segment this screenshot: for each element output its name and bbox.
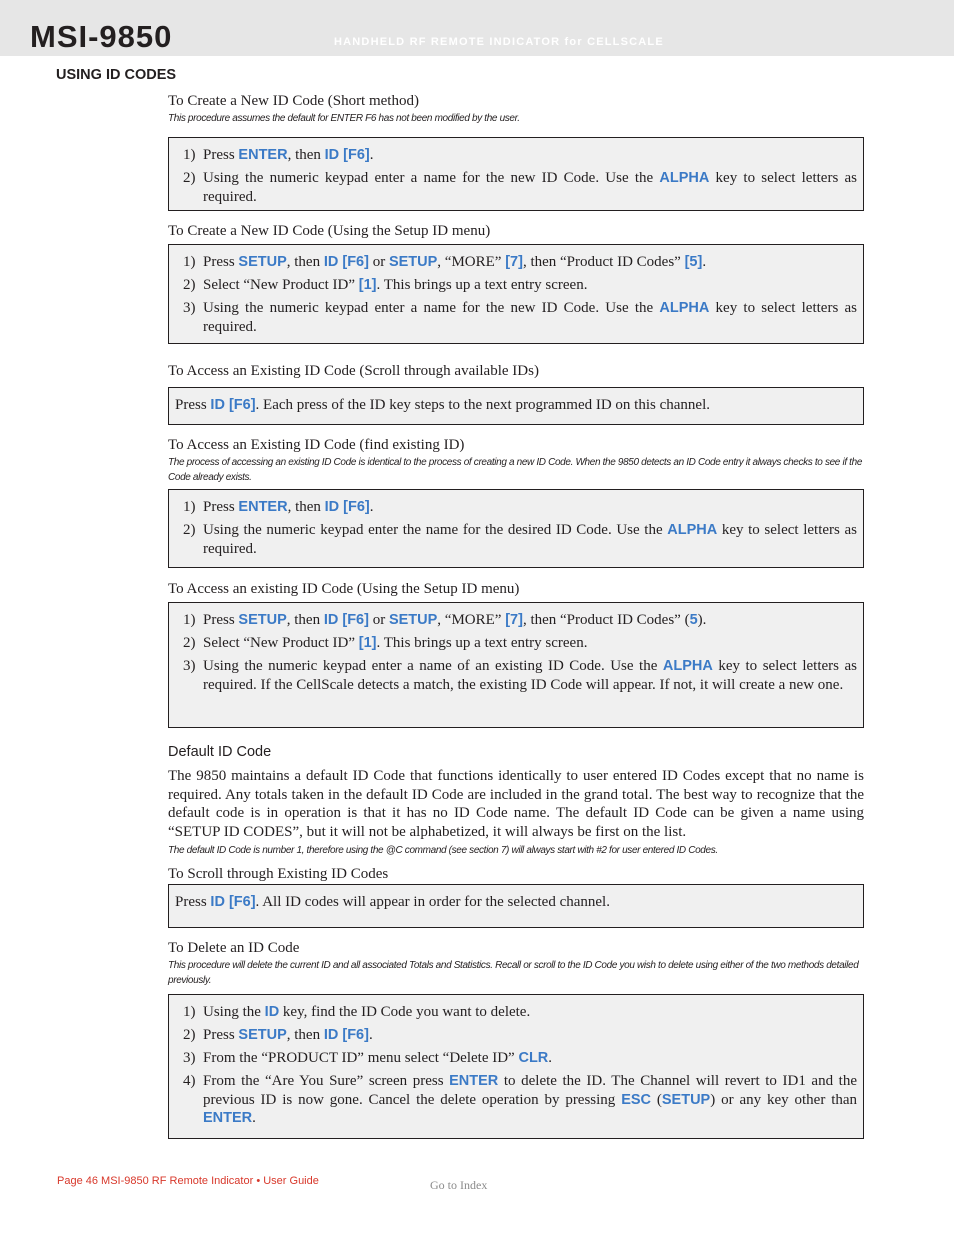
step-text: key to select letters as required. If the CellScale detects a match, the existing ID Code will appear. If not, it will create a new one. bbox=[203, 658, 857, 693]
step-text: or bbox=[368, 254, 389, 270]
step-text: From the “Are You Sure” screen press bbox=[203, 1073, 450, 1089]
step-number: 2) bbox=[183, 635, 196, 651]
step-number: 4) bbox=[183, 1073, 196, 1089]
key-enter: ENTER bbox=[203, 1110, 253, 1126]
step-item bbox=[183, 611, 857, 630]
find-existing-steps-box bbox=[168, 489, 864, 568]
key-enter: ENTER bbox=[449, 1073, 499, 1089]
create-short-steps bbox=[169, 138, 863, 206]
step-number: 3) bbox=[183, 658, 196, 674]
default-id-paragraph: The 9850 maintains a default ID Code that functions identically to user entered ID Codes except that no name is required. Any totals taken in the default ID Code are included in the grand total. The best way to recognize that the default code is in operation is that it has no ID Code name. The default ID Code can be given a name using “SETUP ID CODES”, but it will not be alphabetized, it will always be first on the list. bbox=[168, 768, 864, 840]
step-text: Press bbox=[175, 894, 211, 910]
step-text: . This brings up a text entry screen. bbox=[376, 277, 588, 293]
step-text: From the “PRODUCT ID” menu select “Delete ID” bbox=[203, 1050, 519, 1066]
key-setup: SETUP bbox=[238, 254, 287, 270]
delete-id-note: This procedure will delete the current ID and all associated Totals and Statistics. Recall or scroll to the ID Code you wish to delete using either of the two methods detailed previously. bbox=[168, 960, 859, 986]
key-id-f6: ID [F6] bbox=[323, 612, 369, 628]
section-title: USING ID CODES bbox=[56, 67, 177, 83]
step-text: Press bbox=[203, 254, 239, 270]
key-7: [7] bbox=[505, 612, 523, 628]
default-id-heading: Default ID Code bbox=[168, 744, 272, 760]
header-subtitle: HANDHELD RF REMOTE INDICATOR for CELLSCALE bbox=[334, 36, 664, 48]
step-item bbox=[183, 657, 857, 694]
delete-id-heading-block bbox=[168, 939, 864, 988]
step-text: , then bbox=[287, 499, 325, 515]
step-item bbox=[183, 299, 857, 336]
step-item bbox=[183, 169, 857, 206]
step-text: Press bbox=[203, 612, 239, 628]
delete-id-steps-box bbox=[168, 994, 864, 1139]
key-clr: CLR bbox=[518, 1050, 549, 1066]
create-short-heading-block bbox=[168, 92, 864, 126]
step-text: . bbox=[548, 1050, 553, 1066]
step-text: key to select letters as required. bbox=[203, 300, 857, 335]
access-setup-steps bbox=[169, 603, 863, 694]
key-esc: ESC bbox=[621, 1091, 652, 1108]
create-setup-heading: To Create a New ID Code (Using the Setup ID menu) bbox=[168, 223, 491, 239]
step-number: 1) bbox=[183, 147, 196, 163]
key-enter: ENTER bbox=[238, 499, 288, 515]
key-1: [1] bbox=[358, 277, 377, 293]
key-1: [1] bbox=[358, 635, 377, 651]
step-text: key, find the ID Code you want to delete. bbox=[279, 1004, 531, 1020]
step-text: Using the numeric keypad enter a name for the new ID Code. Use the bbox=[203, 170, 660, 186]
delete-id-heading: To Delete an ID Code bbox=[168, 940, 300, 956]
step-item bbox=[183, 276, 857, 295]
step-item bbox=[183, 1049, 857, 1068]
step-text: . bbox=[369, 499, 374, 515]
step-text: ) or any key other than bbox=[710, 1091, 858, 1108]
step-text: , then bbox=[287, 147, 325, 163]
step-text: Select “New Product ID” bbox=[203, 635, 359, 651]
step-text: Using the bbox=[203, 1004, 265, 1020]
step-number: 3) bbox=[183, 300, 196, 316]
step-text: , then “Product ID Codes” bbox=[522, 254, 685, 270]
step-item bbox=[183, 146, 857, 165]
key-7: [7] bbox=[505, 254, 523, 270]
key-setup: SETUP bbox=[238, 612, 287, 628]
step-text: , then bbox=[286, 254, 324, 270]
step-number: 2) bbox=[183, 1027, 196, 1043]
step-number: 1) bbox=[183, 499, 196, 515]
step-text: , then “Product ID Codes” ( bbox=[522, 612, 690, 628]
step-number: 2) bbox=[183, 522, 196, 538]
step-item bbox=[183, 1072, 857, 1128]
create-short-heading: To Create a New ID Code (Short method) bbox=[168, 93, 419, 109]
step-text: . All ID codes will appear in order for the selected channel. bbox=[255, 894, 610, 910]
step-text: or bbox=[368, 612, 389, 628]
step-text: ( bbox=[651, 1091, 662, 1108]
step-text: Using the numeric keypad enter a name of an existing ID Code. Use the bbox=[203, 658, 663, 674]
create-setup-steps-box bbox=[168, 244, 864, 344]
create-short-note: This procedure assumes the default for ENTER F6 has not been modified by the user. bbox=[168, 113, 520, 124]
step-text: Using the numeric keypad enter the name for the desired ID Code. Use the bbox=[203, 522, 668, 538]
step-text: key to select letters as required. bbox=[203, 170, 857, 205]
key-setup: SETUP bbox=[238, 1027, 287, 1043]
key-id-f6: ID [F6] bbox=[210, 397, 256, 413]
find-existing-heading-block bbox=[168, 436, 864, 485]
create-short-steps-box bbox=[168, 137, 864, 211]
key-id-f6: ID [F6] bbox=[323, 254, 369, 270]
key-alpha: ALPHA bbox=[659, 300, 710, 316]
step-text: to delete the ID. The Channel will revert to ID1 and the previous ID is now gone. Cancel the delete operation by pressing bbox=[203, 1073, 857, 1108]
key-id-f6: ID [F6] bbox=[324, 499, 370, 515]
step-item bbox=[183, 634, 857, 653]
scroll-ids-heading: To Access an Existing ID Code (Scroll through available IDs) bbox=[168, 363, 539, 379]
page-footer: Page 46 MSI-9850 RF Remote Indicator • User Guide bbox=[57, 1175, 319, 1187]
key-alpha: ALPHA bbox=[662, 658, 713, 674]
scroll-ids-box bbox=[168, 387, 864, 425]
default-id-block bbox=[168, 743, 864, 858]
delete-id-steps bbox=[169, 995, 863, 1128]
step-text: key to select letters as required. bbox=[203, 522, 857, 557]
key-id-f6: ID [F6] bbox=[323, 1027, 369, 1043]
step-text: Press bbox=[203, 499, 239, 515]
step-number: 1) bbox=[183, 254, 196, 270]
step-text: Press bbox=[203, 147, 239, 163]
key-alpha: ALPHA bbox=[659, 170, 710, 186]
access-setup-heading-block bbox=[168, 580, 864, 599]
scroll-existing-text bbox=[169, 885, 863, 912]
step-text: Press bbox=[175, 397, 211, 413]
create-setup-heading-block bbox=[168, 222, 864, 241]
step-text: . This brings up a text entry screen. bbox=[376, 635, 588, 651]
scroll-existing-heading-block bbox=[168, 865, 864, 884]
create-setup-steps bbox=[169, 245, 863, 336]
step-number: 2) bbox=[183, 277, 196, 293]
step-text: . Each press of the ID key steps to the next programmed ID on this channel. bbox=[255, 397, 710, 413]
key-5: 5 bbox=[689, 612, 698, 628]
key-alpha: ALPHA bbox=[667, 522, 718, 538]
step-text: . bbox=[702, 254, 707, 270]
step-text: , “MORE” bbox=[437, 254, 506, 270]
access-setup-heading: To Access an existing ID Code (Using the Setup ID menu) bbox=[168, 581, 520, 597]
scroll-ids-heading-block bbox=[168, 362, 864, 381]
key-id-f6: ID [F6] bbox=[324, 147, 370, 163]
step-number: 2) bbox=[183, 170, 196, 186]
step-text: . bbox=[368, 1027, 373, 1043]
key-enter: ENTER bbox=[238, 147, 288, 163]
step-item bbox=[183, 498, 857, 517]
key-setup: SETUP bbox=[661, 1091, 711, 1108]
step-text: . bbox=[369, 147, 374, 163]
step-text: Using the numeric keypad enter a name for the new ID Code. Use the bbox=[203, 300, 660, 316]
step-number: 3) bbox=[183, 1050, 196, 1066]
key-id-f6: ID [F6] bbox=[210, 894, 256, 910]
scroll-ids-text bbox=[169, 388, 863, 415]
access-setup-steps-box bbox=[168, 602, 864, 728]
step-text: , “MORE” bbox=[437, 612, 506, 628]
find-existing-heading: To Access an Existing ID Code (find existing ID) bbox=[168, 437, 465, 453]
key-5: [5] bbox=[684, 254, 703, 270]
scroll-existing-box bbox=[168, 884, 864, 928]
key-setup: SETUP bbox=[388, 254, 438, 270]
key-setup: SETUP bbox=[388, 612, 438, 628]
step-text: , then bbox=[286, 1027, 324, 1043]
find-existing-steps bbox=[169, 490, 863, 558]
go-to-index-link[interactable]: Go to Index bbox=[430, 1178, 488, 1192]
step-text: , then bbox=[286, 612, 324, 628]
step-item bbox=[183, 253, 857, 272]
product-logo: MSI-9850 bbox=[30, 19, 173, 54]
step-item bbox=[183, 1003, 857, 1022]
find-existing-note: The process of accessing an existing ID Code is identical to the process of creating a new ID Code. When the 9850 detects an ID Code entry it always checks to see if the Code already exists. bbox=[168, 457, 863, 483]
step-text: . bbox=[252, 1110, 256, 1126]
step-number: 1) bbox=[183, 612, 196, 628]
step-item bbox=[183, 1026, 857, 1045]
step-item bbox=[183, 521, 857, 558]
key-id: ID bbox=[264, 1004, 280, 1020]
step-text: ). bbox=[697, 612, 707, 628]
step-number: 1) bbox=[183, 1004, 196, 1020]
step-text: Press bbox=[203, 1027, 239, 1043]
scroll-existing-heading: To Scroll through Existing ID Codes bbox=[168, 866, 389, 882]
step-text: Select “New Product ID” bbox=[203, 277, 359, 293]
default-id-note: The default ID Code is number 1, therefore using the @C command (see section 7) will always start with #2 for user entered ID Codes. bbox=[168, 845, 718, 856]
